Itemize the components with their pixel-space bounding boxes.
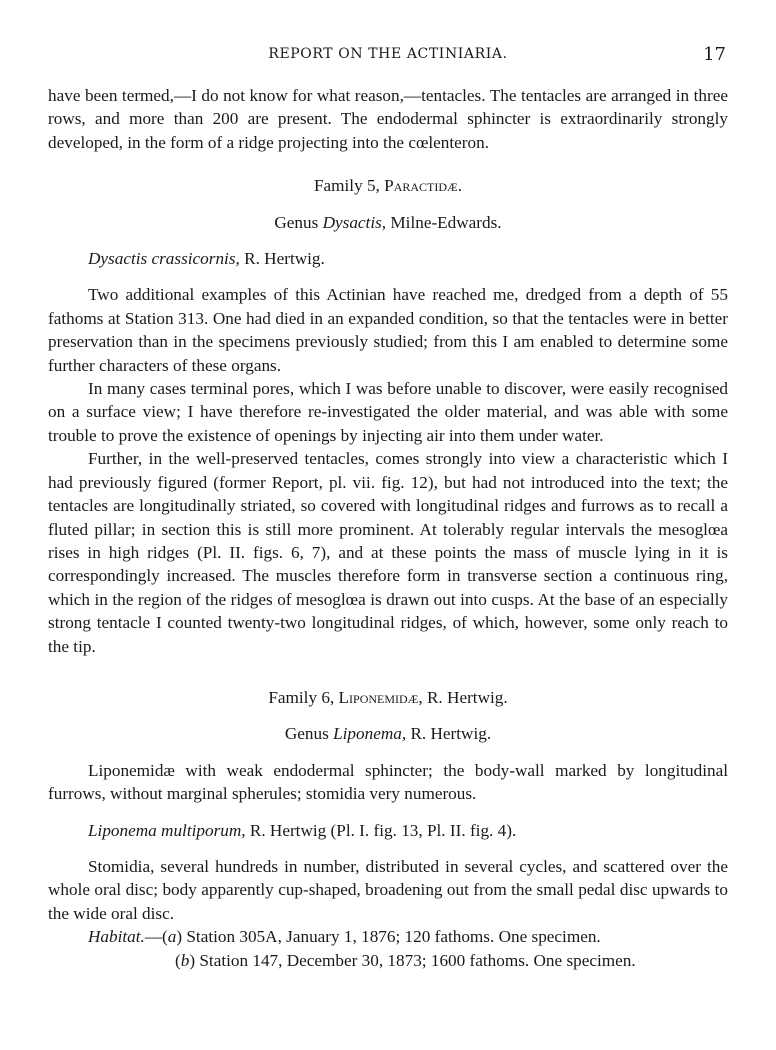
species-heading-dysactis-crassicornis: Dysactis crassicornis, R. Hertwig.	[88, 249, 325, 269]
habitat-line-a: Habitat.—(a) Station 305A, January 1, 1876; 120 fathoms. One specimen.	[88, 927, 601, 947]
page-number: 17	[703, 44, 726, 65]
habitat-line-b: (b) Station 147, December 30, 1873; 1600 fathoms. One specimen.	[175, 950, 636, 970]
paragraph-terminal-pores: In many cases terminal pores, which I was before unable to discover, were easily recognised on a surface view; I have therefore re-investigated the older material, and was able with some trouble to prove the existence of openings by injecting air into them under water.	[48, 379, 728, 445]
running-header-title: REPORT ON THE ACTINIARIA.	[268, 46, 508, 62]
paragraph-liponemidae-diagnosis: Liponemidæ with weak endodermal sphincter; the body-wall marked by longitudinal furrows, without marginal spherules; stomidia very numerous.	[48, 760, 728, 804]
genus-heading-liponema: Genus Liponema, R. Hertwig.	[284, 724, 492, 744]
paragraph-tentacle-ridges: Further, in the well-preserved tentacles, comes strongly into view a characteristic which I had previously figured (former Report, pl. vii. fig. 12), but had not introduced into the text; the tentacles are longitudinally striated, so covered with longitudinal ridges and furrows as to recall a fluted pillar; in section this is still more prominent. At tolerably regular intervals the mesoglœa rises in high ridges (Pl. II. figs. 6, 7), and at these points the mass of muscle lying in it is correspondingly increased. The muscles therefore form in transverse section a continuous ring, which in the region of the ridges of mesoglœa is drawn out into cusps. At the base of an especially strong tentacle I counted twenty-two longitudinal ridges, of which, however, some only reach to the tip.	[48, 449, 728, 656]
paragraph-continuation: have been termed,—I do not know for what reason,—tentacles. The tentacles are arranged in three rows, and more than 200 are present. The endodermal sphincter is extraordinarily strongly developed, in the form of a ridge projecting into the cœlenteron.	[48, 86, 728, 152]
family-heading-paractidae: Family 5, Paractidæ.	[313, 176, 463, 196]
genus-heading-dysactis: Genus Dysactis, Milne-Edwards.	[274, 212, 502, 232]
paragraph-stomidia: Stomidia, several hundreds in number, distributed in several cycles, and scattered over the whole oral disc; body apparently cup-shaped, broadening out from the small pedal disc upwards to the wide oral disc.	[48, 856, 728, 923]
family-heading-liponemidae: Family 6, Liponemidæ, R. Hertwig.	[268, 687, 508, 707]
paragraph-additional-examples: Two additional examples of this Actinian have reached me, dredged from a depth of 55 fathoms at Station 313. One had died in an expanded condition, so that the tentacles were in better preservation than in the specimens previously studied; from this I am enabled to determine some further characters of these organs.	[48, 285, 728, 375]
page-body	[48, 84, 728, 972]
species-heading-liponema-multiporum: Liponema multiporum, R. Hertwig (Pl. I. fig. 13, Pl. II. fig. 4).	[88, 820, 517, 840]
